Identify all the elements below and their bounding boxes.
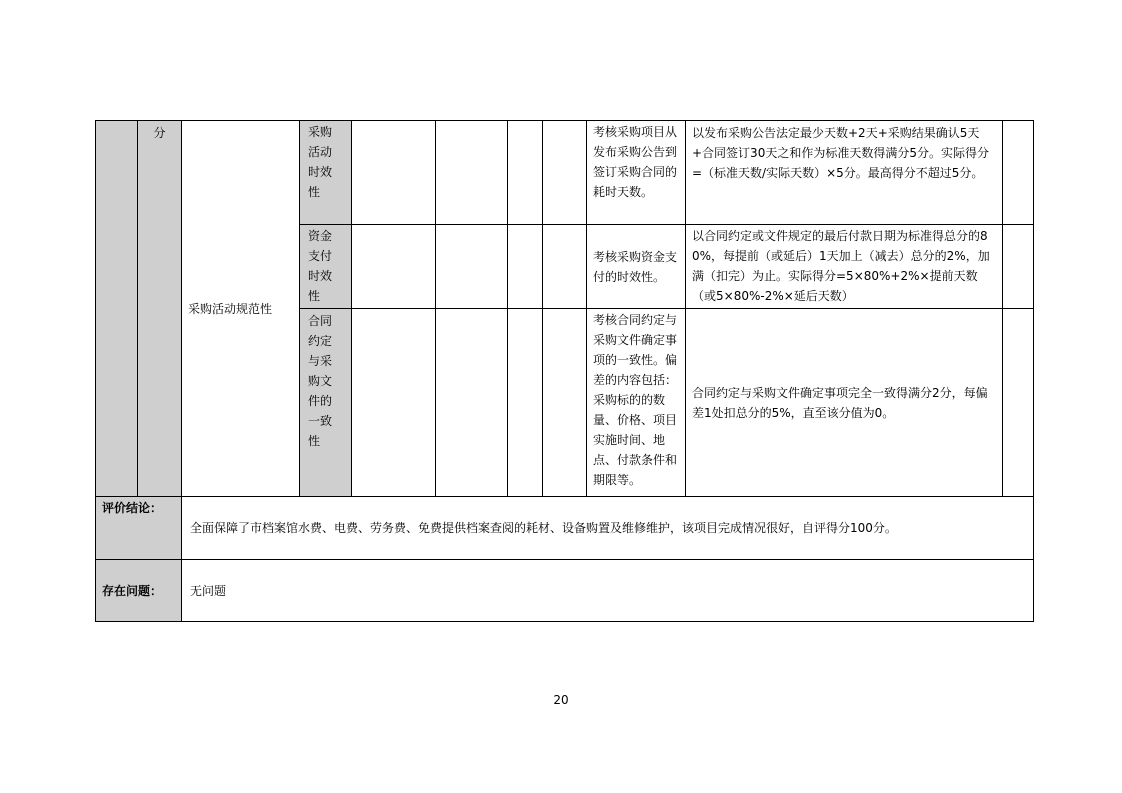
blank-cell-3e [1002,308,1034,497]
scoring-text-1: 以发布采购公告法定最少天数+2天+采购结果确认5天+合同签订30天之和作为标准天数得满分5分。实际得分=（标准天数/实际天数）×5分。最高得分不超过5分。 [692,126,989,180]
issues-text: 无问题 [190,583,227,598]
category-cell [181,120,300,497]
blank-cell-2e [1002,224,1034,309]
description-text-3: 考核合同约定与采购文件确定事项的一致性。偏差的内容包括：采购标的的数量、价格、项目实施时间、地点、付款条件和期限等。 [593,313,678,487]
scoring-text-3: 合同约定与采购文件确定事项完全一致得满分2分，每偏差1处扣总分的5%，直至该分值为0。 [692,385,988,420]
blank-cell-2c [507,224,543,309]
indicator-text-3: 合同约定与采购文件的一致性 [308,314,333,448]
description-text-2: 考核采购资金支付的时效性。 [593,249,678,284]
category-text: 采购活动规范性 [188,301,273,316]
evaluation-table [95,120,1034,622]
blank-cell-2d [542,224,587,309]
blank-cell-3a [351,308,436,497]
blank-cell-1e [1002,120,1034,225]
description-cell-3 [586,308,686,497]
col-second-grey [137,120,182,497]
conclusion-label: 评价结论： [102,501,163,515]
scoring-cell-3 [685,308,1003,497]
description-cell-1 [586,120,686,225]
conclusion-label-cell [95,496,182,560]
indicator-cell-1 [299,120,352,225]
blank-cell-3c [507,308,543,497]
blank-cell-3d [542,308,587,497]
blank-cell-2a [351,224,436,309]
indicator-cell-2 [299,224,352,309]
issues-label: 存在问题： [102,583,163,598]
description-text-1: 考核采购项目从发布采购公告到签订采购合同的耗时天数。 [593,125,678,199]
issues-text-cell [181,559,1034,622]
col-first-grey [95,120,138,497]
scoring-cell-2 [685,224,1003,309]
col1-top-text: 分 [153,126,166,140]
issues-label-cell [95,559,182,622]
description-cell-2 [586,224,686,309]
scoring-cell-1 [685,120,1003,225]
indicator-text-1: 采购活动时效性 [308,125,333,199]
indicator-text-2: 资金支付时效性 [308,229,333,303]
blank-cell-1d [542,120,587,225]
page-number: 20 [553,693,569,707]
blank-cell-3b [435,308,508,497]
blank-cell-1c [507,120,543,225]
scoring-text-2: 以合同约定或文件规定的最后付款日期为标准得总分的80%，每提前（或延后）1天加上（减去）总分的2%，加满（扣完）为止。实际得分=5×80%+2%×提前天数（或5×80%-2%×延后天数） [692,229,990,303]
conclusion-text: 全面保障了市档案馆水费、电费、劳务费、免费提供档案查阅的耗材、设备购置及维修维护，该项目完成情况很好，自评得分100分。 [190,521,897,535]
blank-cell-1a [351,120,436,225]
blank-cell-2b [435,224,508,309]
conclusion-text-cell [181,496,1034,560]
indicator-cell-3 [299,308,352,497]
blank-cell-1b [435,120,508,225]
